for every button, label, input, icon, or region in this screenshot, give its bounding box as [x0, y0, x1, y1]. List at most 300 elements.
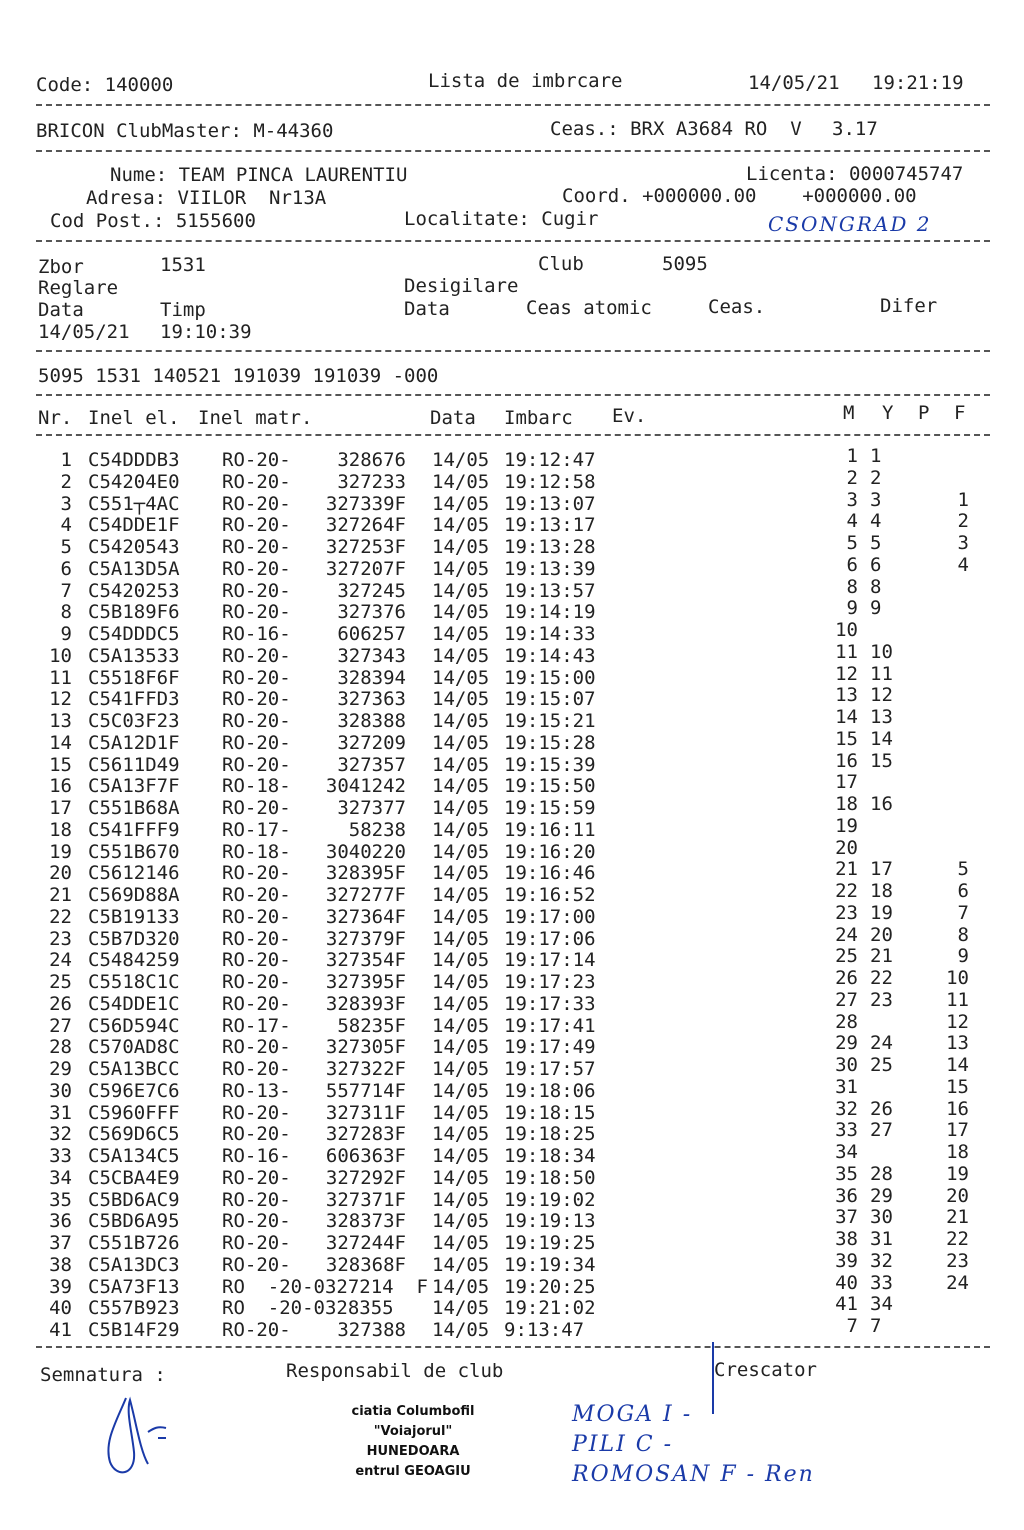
electronic-ring-id: C5CBA4E9 — [88, 1166, 180, 1189]
basket-time: 19:16:46 — [504, 862, 596, 885]
row-number: 14 — [49, 731, 72, 754]
rank-f: 5 — [957, 858, 969, 881]
rank-m: 9 — [846, 597, 858, 620]
rank-f: 20 — [946, 1184, 969, 1207]
ring-prefix: RO-16- — [222, 623, 291, 645]
ring-number: 327322F — [325, 1058, 406, 1080]
rank-m: 10 — [835, 619, 858, 641]
desigilare-label: Desigilare — [404, 275, 519, 297]
ring-prefix: RO-20- — [222, 731, 291, 754]
print-time: 19:21:19 — [872, 72, 964, 94]
ring-prefix: RO-20- — [222, 536, 291, 558]
ring-prefix: RO-20- — [222, 666, 291, 689]
rank-f: 11 — [946, 988, 969, 1011]
ring-prefix: RO-20- — [222, 601, 291, 624]
electronic-ring-id: C5484259 — [88, 949, 180, 972]
electronic-ring-id: C551B68A — [88, 797, 180, 819]
ring-number: 328394 — [337, 666, 406, 689]
row-number: 34 — [49, 1166, 72, 1189]
rank-m: 16 — [835, 749, 858, 772]
electronic-ring-id: C557B923 — [88, 1297, 180, 1320]
rank-f: 9 — [957, 945, 969, 968]
rank-m: 23 — [835, 901, 858, 924]
ring-prefix: RO -20-0328355 — [222, 1297, 394, 1320]
rank-f: 12 — [946, 1010, 969, 1033]
basket-date: 14/05 — [432, 862, 490, 885]
rank-m: 34 — [835, 1141, 858, 1163]
handwritten-name-3: ROMOSAN F - Ren — [572, 1462, 815, 1487]
basket-time: 19:17:14 — [504, 949, 596, 972]
row-number: 24 — [49, 949, 72, 972]
basket-time: 19:17:23 — [504, 971, 596, 993]
document-title: Lista de imbrcare — [428, 70, 623, 92]
desigilare-data-header: Data — [404, 298, 450, 320]
rank-m: 13 — [835, 684, 858, 707]
ring-number: 327376 — [337, 601, 406, 624]
ring-prefix: RO-20- — [222, 1123, 291, 1146]
zbor-label: Zbor — [38, 256, 84, 278]
electronic-ring-id: C5A13D5A — [88, 557, 180, 580]
divider — [36, 350, 990, 352]
row-number: 2 — [60, 470, 72, 493]
basket-date: 14/05 — [432, 797, 490, 819]
rank-y: 21 — [870, 945, 893, 968]
row-number: 15 — [49, 753, 72, 776]
rank-m: 41 — [835, 1293, 858, 1316]
ring-prefix: RO-20- — [222, 797, 291, 819]
ring-number: 327277F — [325, 884, 406, 906]
basket-date: 14/05 — [432, 536, 490, 558]
col-header-ev: Ev. — [612, 405, 647, 427]
rank-y: 31 — [870, 1228, 893, 1250]
row-number: 40 — [49, 1297, 72, 1320]
basket-date: 14/05 — [432, 949, 490, 972]
row-number: 35 — [49, 1188, 72, 1211]
rank-y: 24 — [870, 1032, 893, 1055]
ring-number: 3040220 — [325, 840, 406, 863]
basket-time: 19:16:52 — [504, 884, 596, 906]
ring-number: 327343 — [337, 644, 406, 667]
basket-date: 14/05 — [432, 971, 490, 993]
ring-number: 327354F — [325, 949, 406, 972]
rank-m: 5 — [846, 532, 858, 554]
electronic-ring-id: C541FFD3 — [88, 688, 180, 711]
basket-date: 14/05 — [432, 1319, 490, 1341]
ring-number: 327357 — [337, 753, 406, 776]
breeder-label: Crescator — [714, 1359, 817, 1381]
basket-time: 19:19:13 — [504, 1210, 596, 1233]
basket-date: 14/05 — [432, 492, 490, 515]
reglare-label: Reglare — [38, 277, 119, 299]
basket-date: 14/05 — [432, 818, 490, 841]
handwritten-name-1: MOGA I - — [572, 1402, 702, 1427]
ring-prefix: RO-20- — [222, 579, 291, 602]
col-header-inel-el: Inel el. — [88, 407, 180, 429]
basket-date: 14/05 — [432, 905, 490, 928]
rank-f: 4 — [957, 553, 969, 576]
electronic-ring-id: C5A13BCC — [88, 1058, 180, 1080]
ring-number: 328393F — [325, 992, 406, 1015]
rank-m: 1 — [846, 445, 858, 467]
basket-date: 14/05 — [432, 666, 490, 689]
clock-version: 3.17 — [832, 118, 878, 140]
basket-time: 19:16:20 — [504, 840, 596, 863]
row-number: 22 — [49, 905, 72, 928]
ring-prefix: RO-20- — [222, 992, 291, 1015]
handwritten-race-note: CSONGRAD 2 — [768, 212, 932, 236]
basket-date: 14/05 — [432, 1101, 490, 1124]
basket-time: 19:18:25 — [504, 1123, 596, 1146]
divider — [36, 150, 990, 152]
rank-m: 29 — [835, 1032, 858, 1055]
basket-time: 19:13:17 — [504, 514, 596, 537]
electronic-ring-id: C5BD6A95 — [88, 1210, 180, 1233]
rank-f: 10 — [946, 967, 969, 989]
basket-date: 14/05 — [432, 644, 490, 667]
row-number: 23 — [49, 927, 72, 950]
rank-m: 20 — [835, 836, 858, 859]
rank-y: 20 — [870, 923, 893, 946]
basket-date: 14/05 — [432, 557, 490, 580]
reglare-data-header: Data — [38, 299, 84, 321]
row-number: 8 — [60, 601, 72, 624]
rank-y: 29 — [870, 1184, 893, 1207]
row-number: 13 — [49, 710, 72, 732]
rank-y: 23 — [870, 988, 893, 1011]
table-row — [0, 749, 1024, 776]
basket-time: 19:14:19 — [504, 601, 596, 624]
basket-date: 14/05 — [432, 1145, 490, 1167]
rank-y: 15 — [870, 749, 893, 772]
row-number: 37 — [49, 1232, 72, 1254]
breeder-divider — [712, 1342, 714, 1414]
print-date: 14/05/21 — [748, 72, 840, 94]
ring-prefix: RO-20- — [222, 1036, 291, 1059]
ring-number: 327364F — [325, 905, 406, 928]
rank-y: 34 — [870, 1293, 893, 1316]
electronic-ring-id: C5518C1C — [88, 971, 180, 993]
rank-m: 19 — [835, 814, 858, 837]
row-number: 17 — [49, 797, 72, 819]
rank-m: 35 — [835, 1162, 858, 1185]
table-row — [0, 597, 1024, 624]
electronic-ring-id: C5B14F29 — [88, 1319, 180, 1341]
ring-prefix: RO-20- — [222, 688, 291, 711]
basket-time: 19:14:43 — [504, 644, 596, 667]
electronic-ring-id: C5611D49 — [88, 753, 180, 776]
rank-m: 24 — [835, 923, 858, 946]
rank-y: 13 — [870, 706, 893, 728]
basket-date: 14/05 — [432, 688, 490, 711]
signature-label: Semnatura : — [40, 1364, 166, 1386]
ring-prefix: RO-20- — [222, 492, 291, 515]
electronic-ring-id: C54DDE1F — [88, 514, 180, 537]
basket-time: 19:18:15 — [504, 1101, 596, 1124]
ring-number: 328373F — [325, 1210, 406, 1233]
ring-prefix: RO-13- — [222, 1079, 291, 1102]
owner-address: Adresa: VIILOR Nr13A — [86, 187, 327, 209]
electronic-ring-id: C56D594C — [88, 1014, 180, 1037]
basket-time: 19:13:39 — [504, 557, 596, 580]
ring-number: 327233 — [337, 470, 406, 493]
basket-date: 14/05 — [432, 992, 490, 1015]
rank-m: 3 — [846, 488, 858, 511]
rank-y: 8 — [870, 575, 882, 598]
basket-date: 14/05 — [432, 1058, 490, 1080]
electronic-ring-id: C54204E0 — [88, 470, 180, 493]
electronic-ring-id: C5A13F7F — [88, 775, 180, 798]
rank-m: 14 — [835, 706, 858, 728]
row-number: 27 — [49, 1014, 72, 1037]
rank-f: 18 — [946, 1141, 969, 1163]
ring-prefix: RO-16- — [222, 1145, 291, 1167]
electronic-ring-id: C596E7C6 — [88, 1079, 180, 1102]
ring-prefix: RO-20- — [222, 1319, 291, 1341]
rank-f: 17 — [946, 1119, 969, 1142]
basket-time: 19:21:02 — [504, 1297, 596, 1320]
stamp-line: ciatia Columbofil — [351, 1404, 475, 1419]
electronic-ring-id: C541FFF9 — [88, 818, 180, 841]
row-number: 6 — [60, 557, 72, 580]
reglare-date: 14/05/21 — [38, 321, 130, 343]
rank-y: 33 — [870, 1271, 893, 1294]
rank-m: 8 — [846, 575, 858, 598]
locality: Localitate: Cugir — [404, 208, 599, 230]
ring-number: 327207F — [325, 557, 406, 580]
row-number: 9 — [60, 623, 72, 645]
rank-y: 17 — [870, 858, 893, 881]
ring-number: 327283F — [325, 1123, 406, 1146]
rank-f: 1 — [957, 488, 969, 511]
ring-number: 327253F — [325, 536, 406, 558]
rank-m: 26 — [835, 967, 858, 989]
ring-prefix: RO-20- — [222, 884, 291, 906]
basket-time: 19:19:02 — [504, 1188, 596, 1211]
row-number: 41 — [49, 1319, 72, 1341]
row-number: 4 — [60, 514, 72, 537]
ring-prefix: RO-20- — [222, 1232, 291, 1254]
ring-number: 327245 — [337, 579, 406, 602]
row-number: 7 — [60, 579, 72, 602]
rank-y: 7 — [870, 1315, 882, 1337]
basket-time: 19:17:41 — [504, 1014, 596, 1037]
rank-y: 28 — [870, 1162, 893, 1185]
basket-date: 14/05 — [432, 579, 490, 602]
basket-date: 14/05 — [432, 1232, 490, 1254]
ring-number: 328676 — [337, 449, 406, 471]
electronic-ring-id: C54DDDB3 — [88, 449, 180, 471]
rank-f: 19 — [946, 1162, 969, 1185]
rank-y: 9 — [870, 597, 882, 620]
basket-time: 19:15:50 — [504, 775, 596, 798]
rank-f: 21 — [946, 1206, 969, 1229]
basket-time: 19:13:07 — [504, 492, 596, 515]
electronic-ring-id: C5B7D320 — [88, 927, 180, 950]
electronic-ring-id: C5A13533 — [88, 644, 180, 667]
electronic-ring-id: C5960FFF — [88, 1101, 180, 1124]
basket-date: 14/05 — [432, 470, 490, 493]
col-header-imbarc: Imbarc — [504, 407, 573, 429]
basket-date: 14/05 — [432, 884, 490, 906]
row-number: 28 — [49, 1036, 72, 1059]
row-number: 39 — [49, 1275, 72, 1298]
rank-m: 22 — [835, 880, 858, 902]
club-value: 5095 — [662, 253, 708, 275]
rank-m: 15 — [835, 727, 858, 750]
row-number: 19 — [49, 840, 72, 863]
ring-number: 327339F — [325, 492, 406, 515]
basket-time: 9:13:47 — [504, 1319, 585, 1341]
row-number: 32 — [49, 1123, 72, 1146]
basket-time: 19:17:06 — [504, 927, 596, 950]
ring-prefix: RO-20- — [222, 710, 291, 732]
rank-m: 28 — [835, 1010, 858, 1033]
row-number: 31 — [49, 1101, 72, 1124]
ring-prefix: RO-20- — [222, 1166, 291, 1189]
rank-m: 11 — [835, 640, 858, 663]
rank-y: 1 — [870, 445, 882, 467]
ring-number: 327209 — [337, 731, 406, 754]
electronic-ring-id: C551B670 — [88, 840, 180, 863]
divider — [36, 240, 990, 242]
rank-m: 17 — [835, 771, 858, 794]
ring-prefix: RO-20- — [222, 557, 291, 580]
rank-y: 25 — [870, 1054, 893, 1076]
basket-time: 19:13:28 — [504, 536, 596, 558]
handwritten-name-2: PILI C - — [572, 1432, 683, 1457]
rank-m: 31 — [835, 1075, 858, 1098]
basket-date: 14/05 — [432, 1014, 490, 1037]
rank-m: 37 — [835, 1206, 858, 1229]
row-number: 10 — [49, 644, 72, 667]
basket-date: 14/05 — [432, 1188, 490, 1211]
ring-prefix: RO-20- — [222, 644, 291, 667]
divider — [36, 1346, 990, 1348]
rank-f: 15 — [946, 1075, 969, 1098]
basket-date: 14/05 — [432, 775, 490, 798]
electronic-ring-id: C5420543 — [88, 536, 180, 558]
ring-prefix: RO-20- — [222, 1101, 291, 1124]
rank-m: 30 — [835, 1054, 858, 1076]
rank-y: 16 — [870, 793, 893, 815]
basket-time: 19:15:28 — [504, 731, 596, 754]
ring-prefix: RO -20-0327214 F — [222, 1275, 428, 1298]
electronic-ring-id: C569D88A — [88, 884, 180, 906]
basket-date: 14/05 — [432, 1166, 490, 1189]
basket-date: 14/05 — [432, 927, 490, 950]
rank-y: 3 — [870, 488, 882, 511]
rank-f: 22 — [946, 1228, 969, 1250]
zbor-value: 1531 — [160, 254, 206, 276]
basket-time: 19:12:47 — [504, 449, 596, 471]
table-row — [0, 793, 1024, 819]
basket-date: 14/05 — [432, 753, 490, 776]
basket-date: 14/05 — [432, 731, 490, 754]
basket-time: 19:17:49 — [504, 1036, 596, 1059]
ring-number: 3041242 — [325, 775, 406, 798]
basket-time: 19:16:11 — [504, 818, 596, 841]
rank-y: 5 — [870, 532, 882, 554]
basket-time: 19:17:33 — [504, 992, 596, 1015]
ring-number: 327292F — [325, 1166, 406, 1189]
table-row — [0, 814, 1024, 841]
ring-number: 327244F — [325, 1232, 406, 1254]
ring-number: 327305F — [325, 1036, 406, 1059]
basket-date: 14/05 — [432, 1036, 490, 1059]
rank-m: 38 — [835, 1228, 858, 1250]
electronic-ring-id: C54DDDC5 — [88, 623, 180, 645]
basket-time: 19:18:50 — [504, 1166, 596, 1189]
basket-time: 19:17:00 — [504, 905, 596, 928]
ring-number: 327311F — [325, 1101, 406, 1124]
rank-f: 8 — [957, 923, 969, 946]
rank-y: 27 — [870, 1119, 893, 1142]
row-number: 11 — [49, 666, 72, 689]
signature-scribble — [96, 1392, 186, 1484]
divider — [36, 394, 990, 396]
atomic-clock-header: Ceas atomic — [526, 297, 652, 319]
rank-f: 3 — [957, 532, 969, 554]
basket-time: 19:13:57 — [504, 579, 596, 602]
ring-prefix: RO-20- — [222, 949, 291, 972]
table-row — [0, 1119, 1024, 1146]
row-number: 26 — [49, 992, 72, 1015]
ring-prefix: RO-20- — [222, 1188, 291, 1211]
ring-number: 327371F — [325, 1188, 406, 1211]
electronic-ring-id: C5A12D1F — [88, 731, 180, 754]
rank-m: 21 — [835, 858, 858, 881]
row-number: 33 — [49, 1145, 72, 1167]
divider — [36, 434, 990, 436]
difference-header: Difer — [880, 295, 938, 317]
ring-number: 328368F — [325, 1253, 406, 1276]
basket-time: 19:17:57 — [504, 1058, 596, 1080]
rank-m: 6 — [846, 553, 858, 576]
electronic-ring-id: C551B726 — [88, 1232, 180, 1254]
rank-y: 32 — [870, 1249, 893, 1272]
ring-number: 606363F — [325, 1145, 406, 1167]
rank-y: 2 — [870, 466, 882, 489]
ring-prefix: RO-20- — [222, 1210, 291, 1233]
divider — [36, 104, 990, 106]
basket-date: 14/05 — [432, 514, 490, 537]
electronic-ring-id: C5518F6F — [88, 666, 180, 689]
electronic-ring-id: C570AD8C — [88, 1036, 180, 1059]
ring-prefix: RO-20- — [222, 1253, 291, 1276]
rank-y: 26 — [870, 1097, 893, 1120]
basket-time: 19:18:34 — [504, 1145, 596, 1167]
basket-date: 14/05 — [432, 601, 490, 624]
rank-f: 13 — [946, 1032, 969, 1055]
ring-prefix: RO-20- — [222, 514, 291, 537]
basket-date: 14/05 — [432, 840, 490, 863]
rank-y: 14 — [870, 727, 893, 750]
col-header-p: P — [918, 402, 930, 424]
basket-time: 19:15:07 — [504, 688, 596, 711]
col-header-nr: Nr. — [38, 407, 73, 429]
ring-number: 58238 — [348, 818, 406, 841]
owner-name: Nume: TEAM PINCA LAURENTIU — [110, 164, 408, 186]
basket-date: 14/05 — [432, 449, 490, 471]
basket-date: 14/05 — [432, 710, 490, 732]
rank-f: 23 — [946, 1249, 969, 1272]
rank-y: 4 — [870, 510, 882, 533]
basket-date: 14/05 — [432, 1297, 490, 1320]
row-number: 29 — [49, 1058, 72, 1080]
rank-y: 10 — [870, 640, 893, 663]
rank-m: 7 — [846, 1315, 858, 1337]
ring-prefix: RO-20- — [222, 905, 291, 928]
